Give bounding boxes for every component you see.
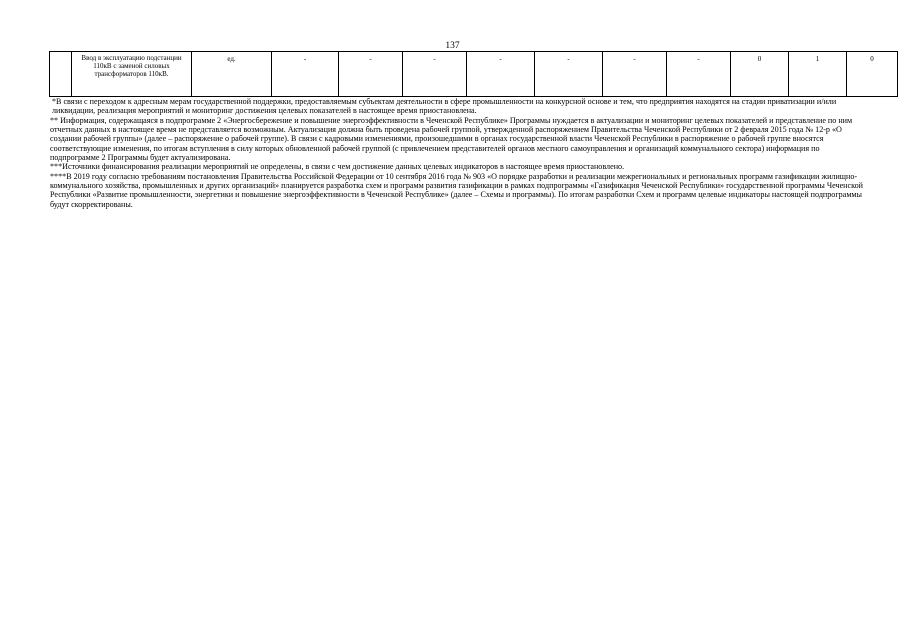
value-cell: 0 (731, 52, 789, 97)
row-index-cell (50, 52, 72, 97)
value-cell: 0 (847, 52, 898, 97)
indicators-table (49, 51, 898, 97)
value-cell: - (339, 52, 403, 97)
footnote-2: ** Информация, содержащаяся в подпрограмме 2 «Энергосбережение и повышение энергоэффективности в Чеченской Республике» Программы нуждается в актуализации и мониторинг целевых показателей и представление по ним отчетных данных в настоящее время не представляется возможным. Актуализация должна быть проведена рабочей группой, утвержденной распоряжением Правительства Чеченской Республики от 2 февраля 2015 года № 12-р «О создании рабочей группы» (далее – распоряжение о рабочей группе). В связи с кадровыми изменениями, произошедшими в органах государственной власти Чеченской Республики в распоряжение о рабочей группе вносятся соответствующие изменения, по итогам вступления в силу которых обновленной рабочей группой (с привлечением представителей органов местного самоуправления и организаций коммунального сектора) информация по подпрограмме 2 Программы будет актуализирована. (50, 115, 853, 163)
footnote-3: ***Источники финансирования реализации мероприятий не определены, в связи с чем достижение данных целевых индикаторов в настоящее время приостановлено. (50, 162, 625, 172)
value-cell: - (272, 52, 339, 97)
footnote-4: ****В 2019 году согласно требованиям постановления Правительства Российской Федерации от 10 сентября 2016 года № 903 «О порядке разработки и реализации межрегиональных и региональных программ газификации жилищно-коммунального хозяйства, промышленных и других организаций» планируется разработка схем и программ развития газификации в рамках подпрограммы «Газификация Чеченской Республики» государственной программы Чеченской Республики «Развитие промышленности, энергетики и повышение энергоэффективности в Чеченской Республике» (далее – Схемы и программы). По итогам разработки Схем и программ целевые индикаторы настоящей подпрограммы будут скорректированы. (50, 171, 863, 209)
footnotes (50, 97, 868, 209)
page-number: 137 (445, 41, 460, 51)
value-cell: - (403, 52, 467, 97)
table-row (50, 52, 898, 97)
value-cell: - (467, 52, 535, 97)
value-cell: - (535, 52, 603, 97)
value-cell: 1 (789, 52, 847, 97)
footnote-1: *В связи с переходом к адресным мерам государственной поддержки, предоставляемым субъектам деятельности в сфере промышленности на конкурсной основе и тем, что предприятия находятся на стадии приватизации и/или ликвидации, реализация мероприятий и мониторинг достижения целевых показателей в настоящее время приостановлена. (52, 97, 837, 116)
value-cell: - (667, 52, 731, 97)
unit-cell: ед. (192, 52, 272, 97)
value-cell: - (603, 52, 667, 97)
indicator-name-cell: Ввод в эксплуатацию подстанции 110кВ с заменой силовых трансформаторов 110кВ. (72, 52, 192, 97)
